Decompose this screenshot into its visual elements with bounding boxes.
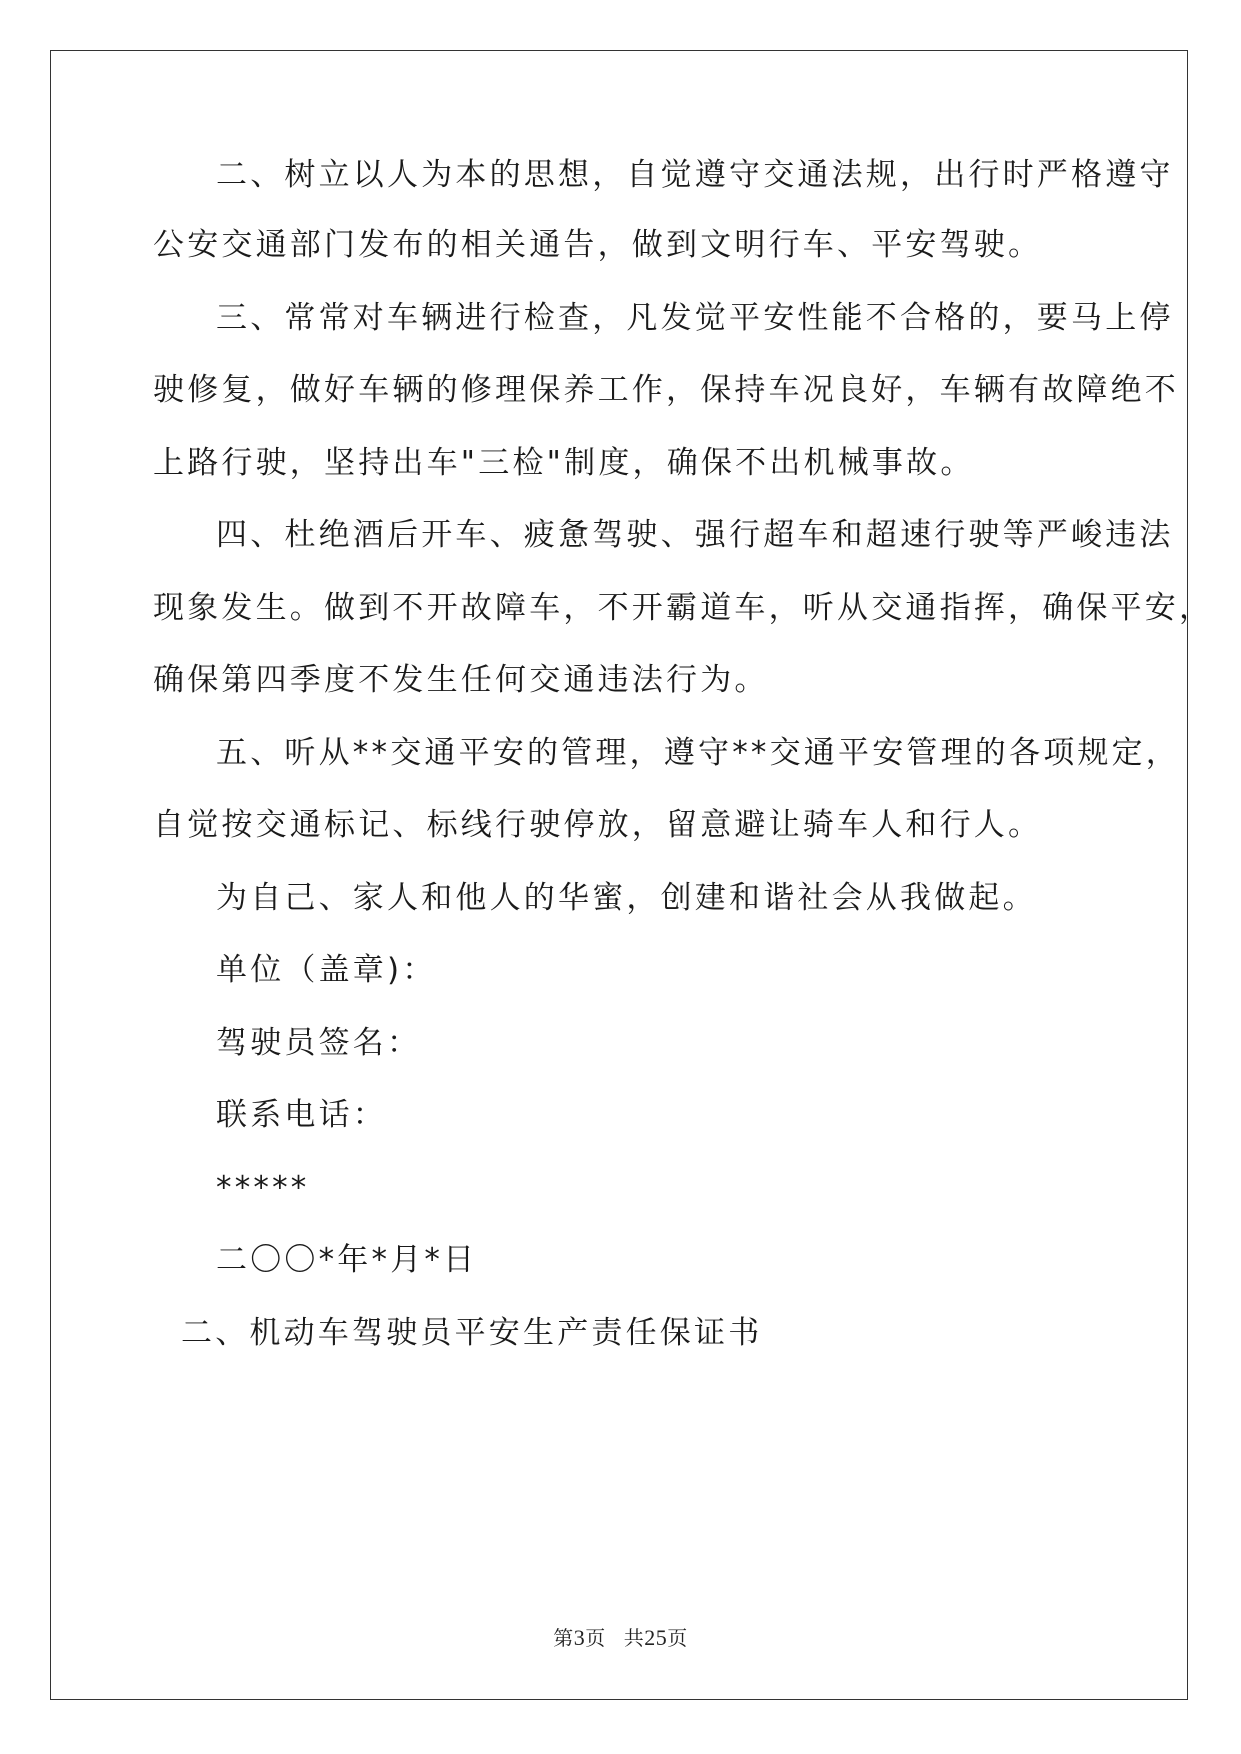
total-pages: 25: [644, 1625, 668, 1650]
total-suffix: 页: [667, 1628, 688, 1650]
contact-phone-label: 联系电话：: [216, 1097, 387, 1133]
signature-date: 二〇〇*年*月*日: [216, 1242, 478, 1278]
paragraph-2-line-2: 公安交通部门发布的相关通告，做到文明行车、平安驾驶。: [153, 227, 1043, 263]
paragraph-5-line-2: 自觉按交通标记、标线行驶停放，留意避让骑车人和行人。: [153, 807, 1043, 843]
page-suffix: 页: [585, 1628, 606, 1650]
page-footer: [0, 1622, 1241, 1651]
section-heading: 二、机动车驾驶员平安生产责任保证书: [181, 1315, 763, 1351]
paragraph-5-line-1: 五、听从**交通平安的管理，遵守**交通平安管理的各项规定，: [216, 735, 1180, 771]
paragraph-3-line-3: 上路行驶，坚持出车"三检"制度，确保不出机械事故。: [153, 445, 975, 481]
driver-signature-label: 驾驶员签名：: [216, 1025, 422, 1061]
page-number: 3: [573, 1625, 586, 1650]
total-prefix: 共: [623, 1628, 645, 1650]
paragraph-3-line-1: 三、常常对车辆进行检查，凡发觉平安性能不合格的，要马上停: [216, 300, 1174, 336]
unit-seal-label: 单位（盖章)：: [216, 952, 437, 988]
paragraph-3-line-2: 驶修复，做好车辆的修理保养工作，保持车况良好，车辆有故障绝不: [153, 372, 1179, 408]
paragraph-4-line-3: 确保第四季度不发生任何交通违法行为。: [153, 662, 769, 698]
closing-statement: 为自己、家人和他人的华蜜，创建和谐社会从我做起。: [216, 880, 1037, 916]
paragraph-2-line-1: 二、树立以人为本的思想，自觉遵守交通法规，出行时严格遵守: [216, 157, 1174, 193]
paragraph-4-line-1: 四、杜绝酒后开车、疲惫驾驶、强行超车和超速行驶等严峻违法: [216, 517, 1174, 553]
page-prefix: 第: [553, 1628, 574, 1650]
issuer-name: *****: [216, 1170, 310, 1206]
paragraph-4-line-2: 现象发生。做到不开故障车，不开霸道车，听从交通指挥，确保平安，: [153, 590, 1214, 626]
